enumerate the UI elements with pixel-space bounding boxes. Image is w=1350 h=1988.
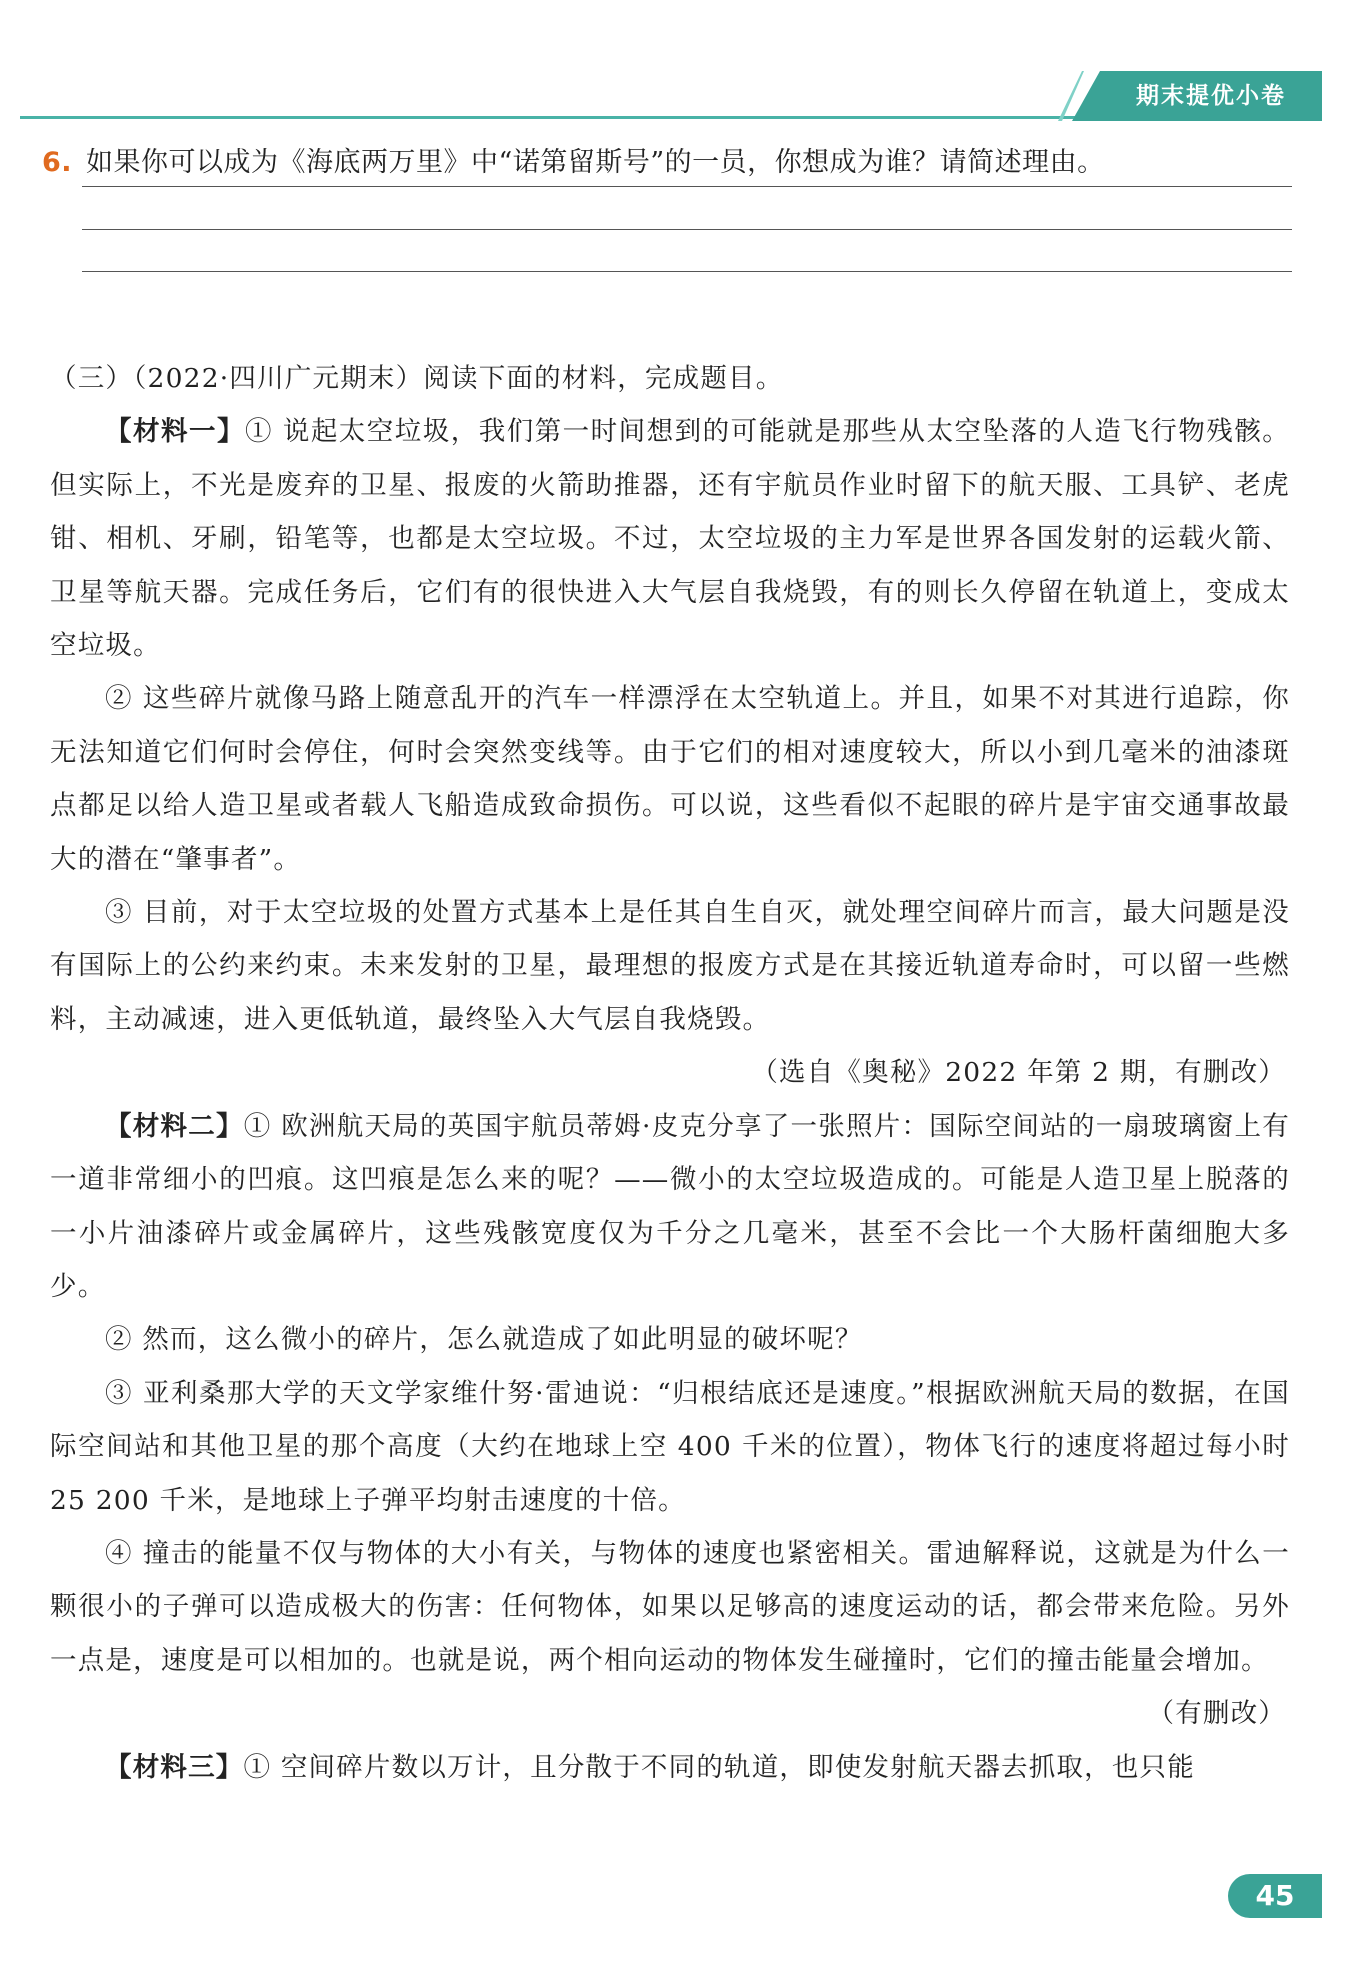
answer-line-1[interactable] <box>82 186 1292 187</box>
question-text: 如果你可以成为《海底两万里》中“诺第留斯号”的一员，你想成为谁？请简述理由。 <box>86 147 1105 178</box>
material-1-paragraph-3: ③ 目前，对于太空垃圾的处置方式基本上是任其自生自灭，就处理空间碎片而言，最大问题是没有国际上的公约来约束。未来发射的卫星，最理想的报废方式是在其接近轨道寿命时，可以留一些燃料，主动减速，进入更低轨道，最终坠入大气层自我烧毁。 <box>50 897 1290 1035</box>
page-number: 45 <box>1228 1874 1322 1918</box>
answer-line-2[interactable] <box>82 229 1292 230</box>
header-tag: 期末提优小卷 <box>1136 83 1286 109</box>
material-2-title: 【材料二】 <box>105 1110 244 1142</box>
reading-passage <box>50 352 1290 1794</box>
header-divider <box>20 116 1075 119</box>
material-3-title: 【材料三】 <box>105 1751 244 1783</box>
question-number: 6. <box>42 147 73 178</box>
question-6 <box>42 142 1302 184</box>
material-3-paragraph-1: 【材料三】① 空间碎片数以万计，且分散于不同的轨道，即使发射航天器去抓取，也只能 <box>105 1751 1195 1783</box>
material-2-paragraph-4: ④ 撞击的能量不仅与物体的大小有关，与物体的速度也紧密相关。雷迪解释说，这就是为什么一颗很小的子弹可以造成极大的伤害：任何物体，如果以足够高的速度运动的话，都会带来危险。另外一点是，速度是可以相加的。也就是说，两个相向运动的物体发生碰撞时，它们的撞击能量会增加。 <box>50 1537 1290 1676</box>
material-1-title: 【材料一】 <box>105 416 245 448</box>
material-1-paragraph-2: ② 这些碎片就像马路上随意乱开的汽车一样漂浮在太空轨道上。并且，如果不对其进行追踪，你无法知道它们何时会停住，何时会突然变线等。由于它们的相对速度较大，所以小到几毫米的油漆斑点都足以给人造卫星或者载人飞船造成致命损伤。可以说，这些看似不起眼的碎片是宇宙交通事故最大的潜在“肇事者”。 <box>50 683 1290 875</box>
material-1-source: （选自《奥秘》2022 年第 2 期，有删改） <box>751 1057 1286 1089</box>
material-2-paragraph-1: 【材料二】① 欧洲航天局的英国宇航员蒂姆·皮克分享了一张照片：国际空间站的一扇玻璃窗上有一道非常细小的凹痕。这凹痕是怎么来的呢？——微小的太空垃圾造成的。可能是人造卫星上脱落的一小片油漆碎片或金属碎片，这些残骸宽度仅为千分之几毫米，甚至不会比一个大肠杆菌细胞大多少。 <box>50 1110 1290 1302</box>
material-2-source: （有删改） <box>1147 1698 1286 1730</box>
material-2-paragraph-2: ② 然而，这么微小的碎片，怎么就造成了如此明显的破坏呢？ <box>105 1324 863 1356</box>
material-1-paragraph-1: 【材料一】① 说起太空垃圾，我们第一时间想到的可能就是那些从太空坠落的人造飞行物残骸。但实际上，不光是废弃的卫星、报废的火箭助推器，还有宇航员作业时留下的航天服、工具铲、老虎钳、相机、牙刷，铅笔等，也都是太空垃圾。不过，太空垃圾的主力军是世界各国发射的运载火箭、卫星等航天器。完成任务后，它们有的很快进入大气层自我烧毁，有的则长久停留在轨道上，变成太空垃圾。 <box>50 416 1291 662</box>
section-intro: （三）（2022·四川广元期末）阅读下面的材料，完成题目。 <box>50 363 784 394</box>
answer-line-3[interactable] <box>82 271 1292 272</box>
material-2-paragraph-3: ③ 亚利桑那大学的天文学家维什努·雷迪说：“归根结底还是速度。”根据欧洲航天局的数据，在国际空间站和其他卫星的那个高度（大约在地球上空 400 千米的位置），物体飞行的速度将超过每小时 25 200 千米，是地球上子弹平均射击速度的十倍。 <box>50 1377 1290 1516</box>
